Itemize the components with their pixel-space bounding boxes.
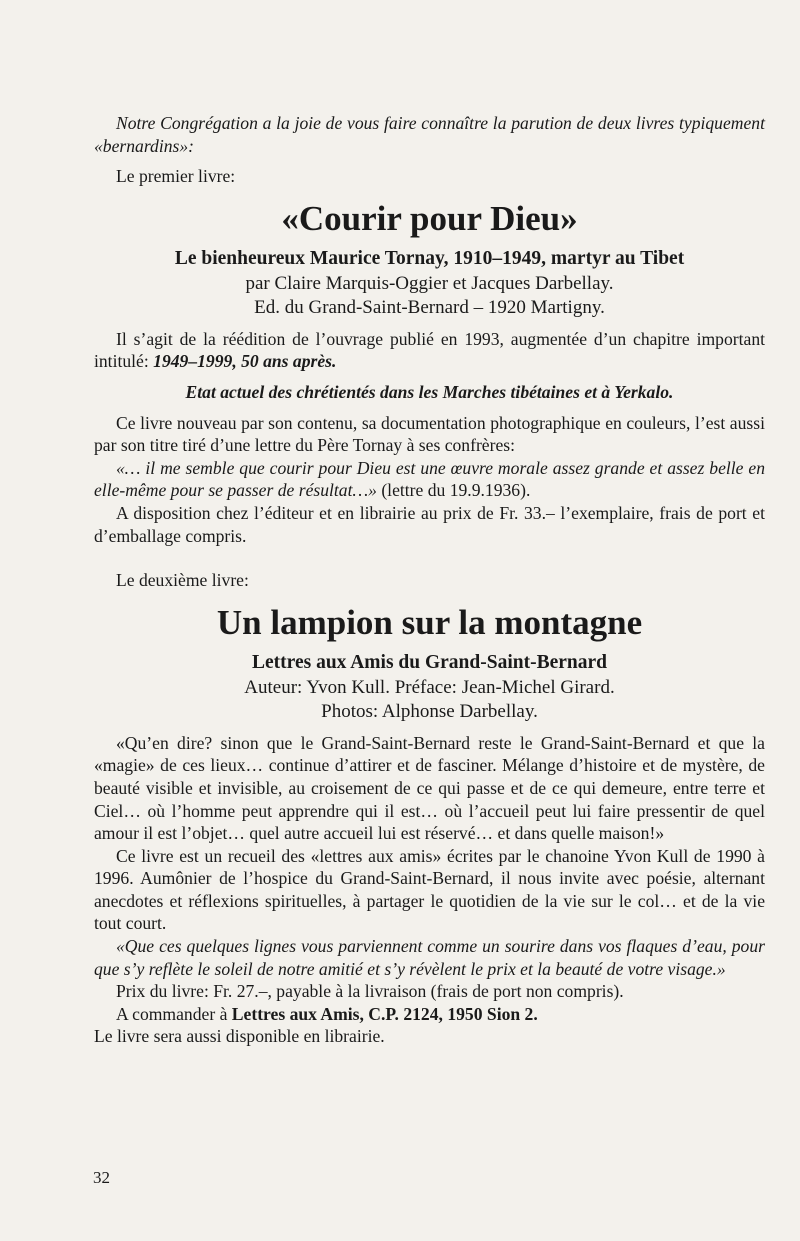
book1-publisher: Ed. du Grand-Saint-Bernard – 1920 Martigny. (254, 296, 605, 318)
book1-chapter: Etat actuel des chrétientés dans les Marches tibétaines et à Yerkalo. (185, 381, 674, 402)
book2-authors: Auteur: Yvon Kull. Préface: Jean-Michel Girard. (244, 676, 615, 698)
book2-price: Prix du livre: Fr. 27.–, payable à la livraison (frais de port non compris). (116, 981, 624, 1002)
book1-quote-paragraph (94, 457, 765, 502)
book1-authors: par Claire Marquis-Oggier et Jacques Darbellay. (245, 272, 614, 294)
book1-quote: «… il me semble que courir pour Dieu est une œuvre morale assez grande et assez belle en elle-même pour se passer de résultat…» (94, 457, 765, 501)
book2-availability: Le livre sera aussi disponible en librairie. (94, 1026, 385, 1047)
book2-photos: Photos: Alphonse Darbellay. (321, 700, 538, 722)
book1-p1-bold: 1949–1999, 50 ans après. (153, 351, 337, 372)
book1-paragraph-2: Ce livre nouveau par son contenu, sa documentation photographique en couleurs, l’est aussi par son titre tiré d’une lettre du Père Tornay à ses confrères: (94, 412, 765, 456)
book2-lead: Le deuxième livre: (116, 570, 249, 591)
book1-p1-text: Il s’agit de la réédition de l’ouvrage publié en 1993, augmentée d’un chapitre important intitulé: (94, 328, 765, 372)
book1-lead: Le premier livre: (116, 166, 236, 187)
page-number: 32 (93, 1168, 110, 1187)
book2-subtitle: Lettres aux Amis du Grand-Saint-Bernard (252, 651, 607, 673)
book2-paragraph-2: Ce livre est un recueil des «lettres aux amis» écrites par le chanoine Yvon Kull de 1990 à 1996. Aumônier de l’hospice du Grand-Saint-Bernard, il nous invite avec poésie, alternant anecdotes et réflexions spirituelles, à partager le quotidien de la vie sur le col… et de la vie tout court. (94, 845, 765, 934)
intro-paragraph: Notre Congrégation a la joie de vous faire connaître la parution de deux livres typiquement «bernardins»: (94, 113, 765, 156)
page-content (94, 112, 765, 1048)
book1-subtitle: Le bienheureux Maurice Tornay, 1910–1949, martyr au Tibet (174, 247, 685, 269)
book2-quote: «Que ces quelques lignes vous parviennent comme un sourire dans vos flaques d’eau, pour que s’y reflète le soleil de notre amitié et s’y révèlent le prix et la beauté de votre visage.» (94, 936, 765, 979)
book2-order-address: Lettres aux Amis, C.P. 2124, 1950 Sion 2. (231, 1003, 538, 1024)
book1-title: «Courir pour Dieu» (281, 198, 578, 238)
book1-quote-ref: (lettre du 19.9.1936). (376, 480, 531, 501)
book2-order-text: A commander à (116, 1003, 232, 1024)
book1-paragraph-3: A disposition chez l’éditeur et en librairie au prix de Fr. 33.– l’exemplaire, frais de port et d’emballage compris. (94, 502, 765, 546)
book2-paragraph-1: «Qu’en dire? sinon que le Grand-Saint-Bernard reste le Grand-Saint-Bernard et que la «magie» de ces lieux… continue d’attirer et de fasciner. Mélange d’histoire et de mystère, de beauté visible et invisible, au croisement de ce qui passe et de ce qui demeure, entre terre et Ciel… où l’homme peut apprendre qui il est… où l’accueil peut lui faire pressentir de quel amour il est l’objet… quel autre accueil lui est réservé… et dans quelle maison!» (94, 732, 765, 844)
book1-paragraph-1 (94, 328, 765, 373)
book2-title: Un lampion sur la montagne (216, 602, 643, 642)
book2-order (94, 1003, 765, 1026)
